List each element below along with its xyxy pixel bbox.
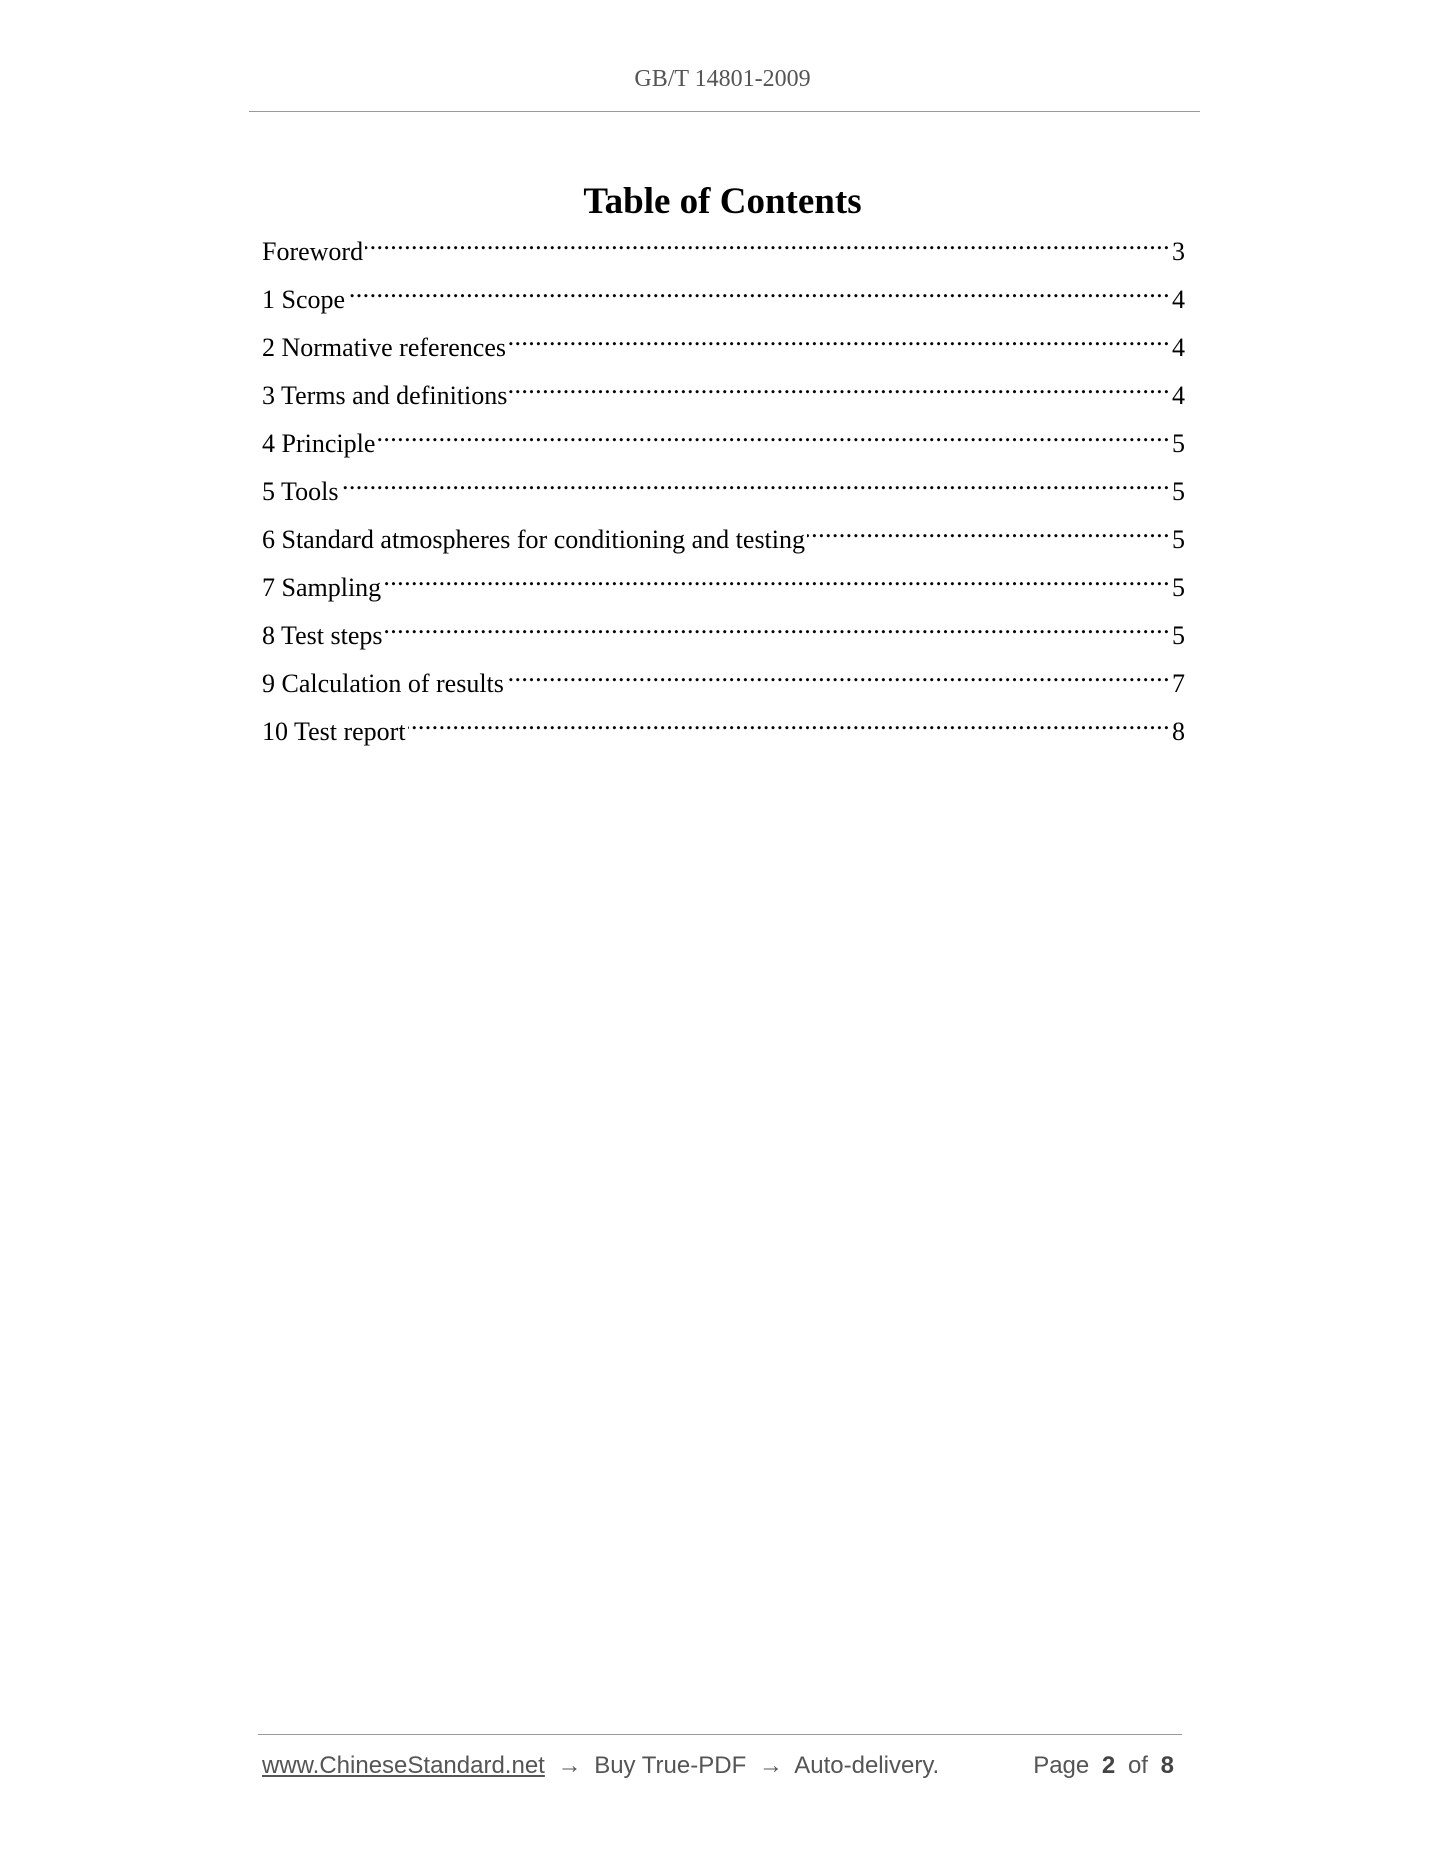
toc-dot-leader [408, 704, 1170, 740]
toc-entry-label: 2 Normative references [262, 333, 506, 362]
toc-entry-test-steps[interactable] [262, 608, 1185, 656]
toc-dot-leader [509, 368, 1170, 404]
toc-dot-leader [340, 464, 1170, 500]
page-title: Table of Contents [583, 180, 862, 222]
total-pages-number: 8 [1160, 1752, 1174, 1779]
toc-entry-page: 3 [1172, 237, 1185, 266]
page-footer [262, 1752, 1180, 1784]
toc-entry-label: 6 Standard atmospheres for conditioning and testing [262, 525, 806, 554]
toc-entry-normative-references[interactable] [262, 320, 1185, 368]
toc-entry-page: 4 [1172, 285, 1185, 314]
arrow-right-icon: → [758, 1752, 783, 1779]
header-divider [249, 111, 1200, 112]
delivery-text: Auto-delivery. [794, 1752, 940, 1779]
toc-dot-leader [377, 416, 1170, 452]
toc-entry-test-report[interactable] [262, 704, 1185, 752]
toc-dot-leader [807, 512, 1170, 548]
toc-entry-label: 4 Principle [262, 429, 376, 458]
toc-entry-principle[interactable] [262, 416, 1185, 464]
toc-entry-label: 10 Test report [262, 717, 406, 746]
toc-entry-page: 4 [1172, 333, 1185, 362]
toc-dot-leader [347, 272, 1170, 308]
toc-entry-label: 8 Test steps [262, 621, 383, 650]
arrow-right-icon: → [557, 1752, 582, 1779]
document-id: GB/T 14801-2009 [634, 66, 811, 92]
footer-divider [258, 1734, 1182, 1735]
toc-entry-page: 5 [1172, 525, 1185, 554]
toc-entry-label: 9 Calculation of results [262, 669, 504, 698]
toc-entry-label: 7 Sampling [262, 573, 382, 602]
footer-promo [262, 1752, 939, 1780]
toc-entry-foreword[interactable] [262, 224, 1185, 272]
toc-entry-sampling[interactable] [262, 560, 1185, 608]
of-word: of [1127, 1752, 1148, 1779]
toc-entry-page: 5 [1172, 429, 1185, 458]
table-of-contents [262, 224, 1185, 752]
toc-entry-terms-definitions[interactable] [262, 368, 1185, 416]
toc-dot-leader [506, 656, 1170, 692]
toc-entry-calculation-results[interactable] [262, 656, 1185, 704]
toc-dot-leader [508, 320, 1170, 356]
toc-entry-page: 5 [1172, 621, 1185, 650]
buy-pdf-text: Buy True-PDF [594, 1752, 747, 1779]
toc-entry-page: 4 [1172, 381, 1185, 410]
toc-entry-page: 5 [1172, 573, 1185, 602]
page-indicator [1033, 1752, 1180, 1780]
current-page-number: 2 [1101, 1752, 1116, 1779]
website-link[interactable]: www.ChineseStandard.net [262, 1752, 545, 1779]
toc-entry-page: 5 [1172, 477, 1185, 506]
page-word: Page [1033, 1752, 1090, 1779]
toc-dot-leader [365, 224, 1170, 260]
toc-entry-label: 3 Terms and definitions [262, 381, 508, 410]
toc-dot-leader [384, 608, 1170, 644]
toc-entry-page: 7 [1172, 669, 1185, 698]
toc-entry-tools[interactable] [262, 464, 1185, 512]
toc-entry-label: Foreword [262, 237, 364, 266]
toc-entry-page: 8 [1172, 717, 1185, 746]
toc-dot-leader [383, 560, 1170, 596]
toc-entry-label: 1 Scope [262, 285, 346, 314]
toc-entry-standard-atmospheres[interactable] [262, 512, 1185, 560]
toc-entry-scope[interactable] [262, 272, 1185, 320]
toc-entry-label: 5 Tools [262, 477, 339, 506]
